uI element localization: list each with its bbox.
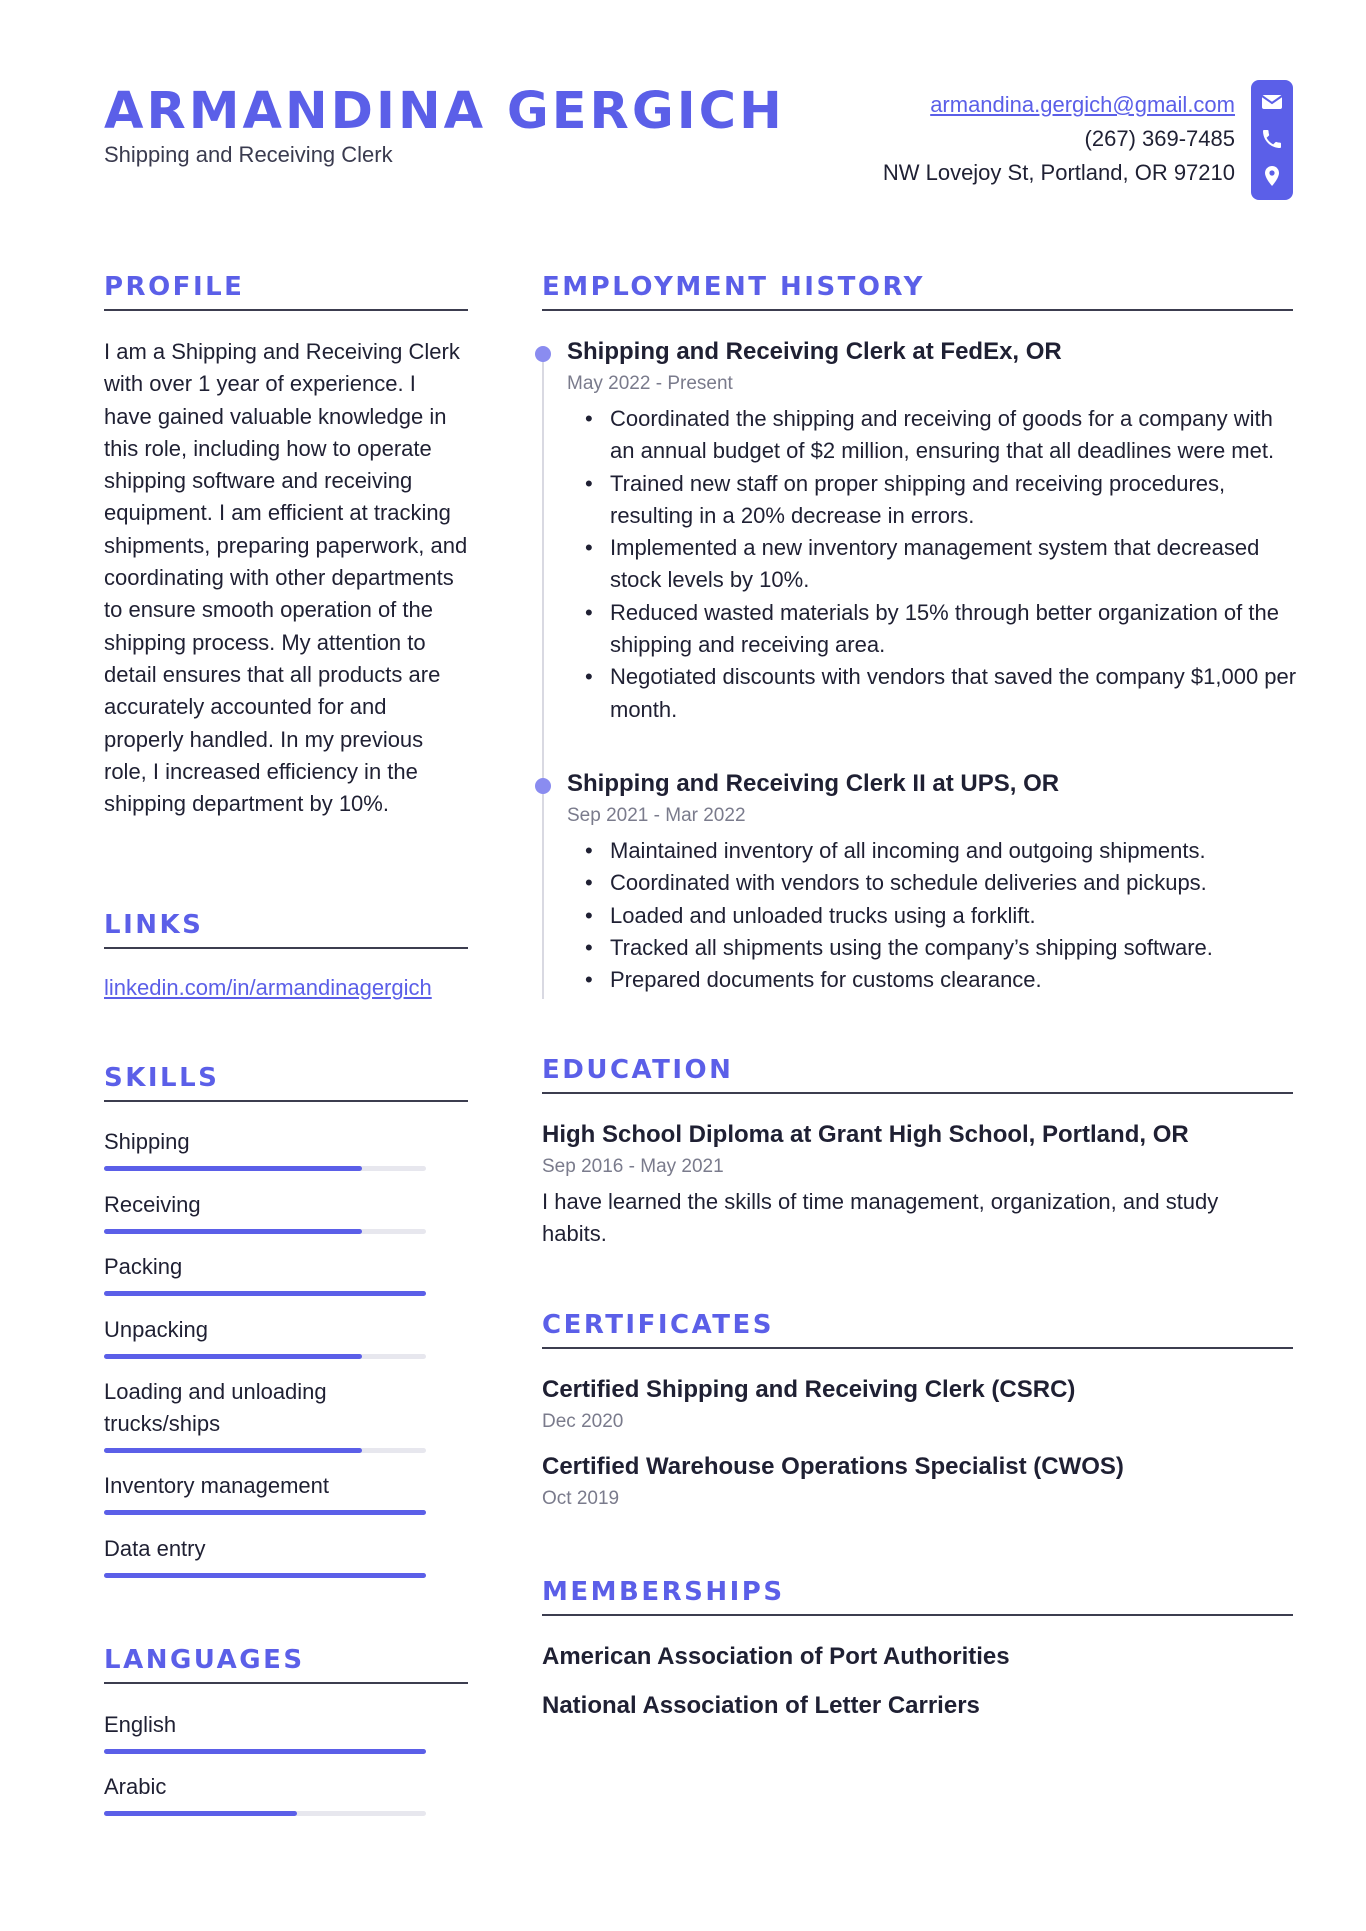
skill-name: Data entry xyxy=(104,1536,206,1561)
job-bullets xyxy=(567,835,1297,996)
skill-level-bar xyxy=(104,1573,426,1578)
education-description: I have learned the skills of time management, organization, and study habits. xyxy=(542,1189,1219,1247)
timeline-dot xyxy=(535,778,551,794)
skill-level-bar xyxy=(104,1510,426,1515)
skill-name: Unpacking xyxy=(104,1317,208,1342)
language-item xyxy=(104,1771,426,1803)
languages-heading: LANGUAGES xyxy=(104,1645,305,1675)
certificates-heading: CERTIFICATES xyxy=(542,1310,774,1340)
candidate-name: ARMANDINA GERGICH xyxy=(104,82,785,141)
list-item: • Trained new staff on proper shipping and receiving procedures, resulting in a 20% decrease in errors. xyxy=(567,468,1297,533)
skill-level-fill xyxy=(104,1510,426,1515)
skill-level-bar xyxy=(104,1448,426,1453)
skill-item xyxy=(104,1251,426,1283)
email-link[interactable]: armandina.gergich@gmail.com xyxy=(930,92,1235,117)
profile-heading: PROFILE xyxy=(104,272,245,302)
skill-name: Inventory management xyxy=(104,1473,330,1498)
candidate-title: Shipping and Receiving Clerk xyxy=(104,142,393,167)
education-heading: EDUCATION xyxy=(542,1055,734,1085)
skill-level-fill xyxy=(104,1354,362,1359)
timeline-dot xyxy=(535,346,551,362)
list-item: • Coordinated the shipping and receiving of goods for a company with an annual budget of $2 million, ensuring that all deadlines were met. xyxy=(567,403,1297,468)
skill-name: Shipping xyxy=(104,1129,190,1154)
skill-level-bar xyxy=(104,1166,426,1171)
language-level-bar xyxy=(104,1811,426,1816)
certificate-title: Certified Warehouse Operations Specialist (CWOS) xyxy=(542,1453,1124,1480)
certificate-title: Certified Shipping and Receiving Clerk (CSRC) xyxy=(542,1376,1076,1403)
skill-item xyxy=(104,1470,426,1502)
membership-item: American Association of Port Authorities xyxy=(542,1643,1010,1670)
certificate-date: Oct 2019 xyxy=(542,1488,620,1509)
timeline-line xyxy=(542,352,544,999)
list-item: • Negotiated discounts with vendors that saved the company $1,000 per month. xyxy=(567,661,1297,726)
skill-item xyxy=(104,1314,426,1346)
linkedin-link[interactable]: linkedin.com/in/armandinagergich xyxy=(104,975,432,1000)
language-name: English xyxy=(104,1712,177,1737)
list-item: • Maintained inventory of all incoming and outgoing shipments. xyxy=(567,835,1297,867)
job-date: Sep 2021 - Mar 2022 xyxy=(567,805,746,826)
skill-level-bar xyxy=(104,1229,426,1234)
language-name: Arabic xyxy=(104,1774,167,1799)
profile-text: I am a Shipping and Receiving Clerk with over 1 year of experience. I have gained valuable knowledge in this role, including how to operate shipping software and receiving equipment. I am efficient at tracking shipments, preparing paperwork, and coordinating with other departments to ensure smooth operation of the shipping process. My attention to detail ensures that all products are accurately accounted for and properly handled. In my previous role, I increased efficiency in the shipping department by 10%. xyxy=(104,339,468,817)
skill-item xyxy=(104,1189,426,1221)
list-item: • Tracked all shipments using the company’s shipping software. xyxy=(567,932,1297,964)
list-item: • Implemented a new inventory management system that decreased stock levels by 10%. xyxy=(567,532,1297,597)
language-level-bar xyxy=(104,1749,426,1754)
phone-icon xyxy=(1260,127,1284,151)
list-item: • Reduced wasted materials by 15% through better organization of the shipping and receiving area. xyxy=(567,597,1297,662)
languages-divider xyxy=(104,1682,468,1684)
phone-number: (267) 369-7485 xyxy=(1084,126,1235,151)
skill-item xyxy=(104,1126,426,1158)
language-level-fill xyxy=(104,1749,426,1754)
language-item xyxy=(104,1709,426,1741)
list-item: • Coordinated with vendors to schedule deliveries and pickups. xyxy=(567,867,1297,899)
education-divider xyxy=(542,1092,1293,1094)
links-heading: LINKS xyxy=(104,910,204,940)
memberships-heading: MEMBERSHIPS xyxy=(542,1577,785,1607)
job-title: Shipping and Receiving Clerk at FedEx, OR xyxy=(567,338,1062,365)
skill-name: Loading and unloading trucks/ships xyxy=(104,1379,327,1436)
education-title: High School Diploma at Grant High School, Portland, OR xyxy=(542,1121,1189,1148)
skill-level-fill xyxy=(104,1229,362,1234)
profile-divider xyxy=(104,309,468,311)
certificate-date: Dec 2020 xyxy=(542,1411,624,1432)
skill-level-fill xyxy=(104,1166,362,1171)
membership-item: National Association of Letter Carriers xyxy=(542,1692,980,1719)
envelope-icon xyxy=(1260,90,1284,114)
skill-name: Receiving xyxy=(104,1192,201,1217)
list-item: • Prepared documents for customs clearance. xyxy=(567,964,1297,996)
links-divider xyxy=(104,947,468,949)
skills-divider xyxy=(104,1100,468,1102)
list-item: • Loaded and unloaded trucks using a forklift. xyxy=(567,900,1297,932)
job-bullets xyxy=(567,403,1297,726)
skill-level-bar xyxy=(104,1354,426,1359)
employment-heading: EMPLOYMENT HISTORY xyxy=(542,272,925,302)
skill-item xyxy=(104,1376,364,1440)
address: NW Lovejoy St, Portland, OR 97210 xyxy=(882,160,1235,185)
language-level-fill xyxy=(104,1811,297,1816)
contact-info xyxy=(715,88,1235,190)
certificates-divider xyxy=(542,1347,1293,1349)
education-date: Sep 2016 - May 2021 xyxy=(542,1156,724,1177)
skill-item xyxy=(104,1533,426,1565)
job-date: May 2022 - Present xyxy=(567,373,733,394)
skill-name: Packing xyxy=(104,1254,183,1279)
skills-heading: SKILLS xyxy=(104,1063,220,1093)
memberships-divider xyxy=(542,1614,1293,1616)
skill-level-bar xyxy=(104,1291,426,1296)
contact-icon-bar xyxy=(1251,80,1293,200)
skill-level-fill xyxy=(104,1291,426,1296)
employment-divider xyxy=(542,309,1293,311)
job-title: Shipping and Receiving Clerk II at UPS, OR xyxy=(567,770,1060,797)
skill-level-fill xyxy=(104,1573,426,1578)
skill-level-fill xyxy=(104,1448,362,1453)
location-pin-icon xyxy=(1260,164,1284,188)
